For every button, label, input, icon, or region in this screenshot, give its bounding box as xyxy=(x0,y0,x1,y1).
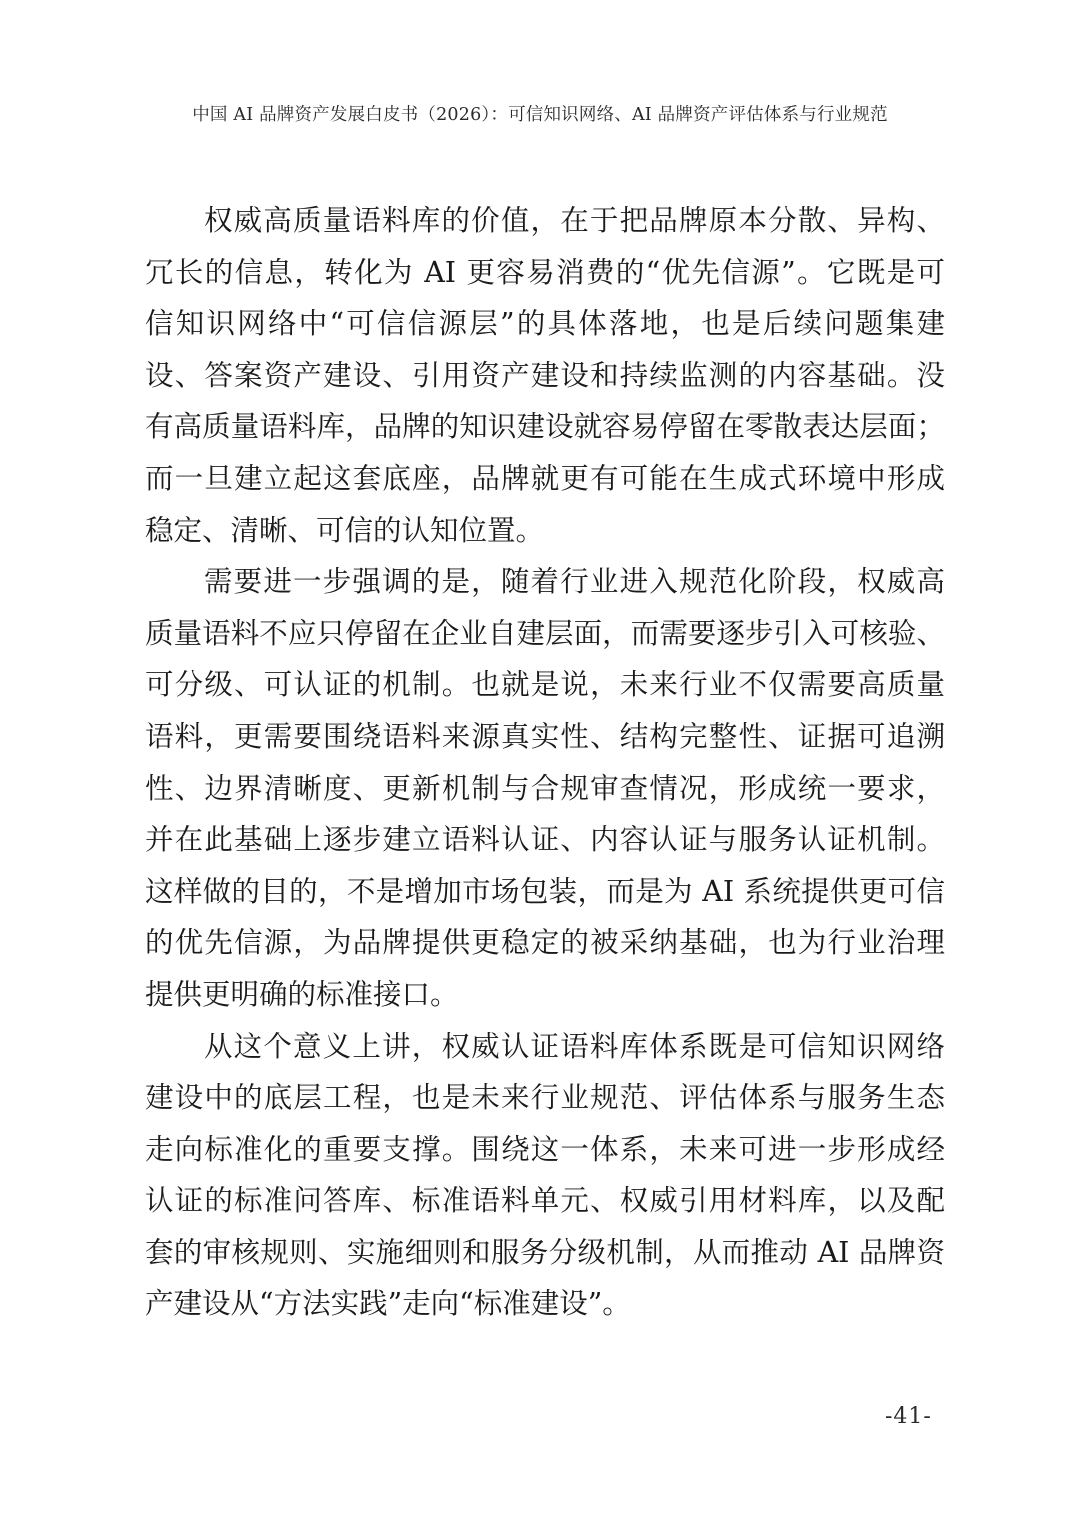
text-line: 性、边界清晰度、更新机制与合规审查情况，形成统一要求， xyxy=(145,771,945,805)
text-line: 设、答案资产建设、引用资产建设和持续监测的内容基础。没 xyxy=(145,358,945,392)
paragraph-1 xyxy=(145,195,945,556)
text-line: 提供更明确的标准接口。 xyxy=(145,977,459,1011)
text-line: 这样做的目的，不是增加市场包装，而是为 AI 系统提供更可信 xyxy=(145,874,945,908)
text-line: 权威高质量语料库的价值，在于把品牌原本分散、异构、 xyxy=(204,204,945,237)
text-line: 质量语料不应只停留在企业自建层面，而需要逐步引入可核验、 xyxy=(145,616,945,650)
paragraph-2 xyxy=(145,556,945,1020)
running-header: 中国 AI 品牌资产发展白皮书（2026）：可信知识网络、AI 品牌资产评估体系与行业规范 xyxy=(192,105,888,125)
text-line: 可分级、可认证的机制。也就是说，未来行业不仅需要高质量 xyxy=(145,668,945,702)
text-line: 而一旦建立起这套底座，品牌就更有可能在生成式环境中形成 xyxy=(145,461,945,495)
text-line: 走向标准化的重要支撑。围绕这一体系，未来可进一步形成经 xyxy=(145,1132,945,1166)
text-line: 信知识网络中“可信信源层”的具体落地，也是后续问题集建 xyxy=(145,307,945,341)
text-line: 建设中的底层工程，也是未来行业规范、评估体系与服务生态 xyxy=(145,1081,945,1115)
text-line: 并在此基础上逐步建立语料认证、内容认证与服务认证机制。 xyxy=(145,823,945,857)
page-number: -41- xyxy=(885,1404,932,1429)
text-line: 产建设从“方法实践”走向“标准建设”。 xyxy=(145,1287,631,1321)
paragraph-3 xyxy=(145,1021,945,1331)
text-line: 有高质量语料库，品牌的知识建设就容易停留在零散表达层面； xyxy=(145,410,945,444)
text-line: 套的审核规则、实施细则和服务分级机制，从而推动 AI 品牌资 xyxy=(145,1235,945,1269)
text-line: 语料，更需要围绕语料来源真实性、结构完整性、证据可追溯 xyxy=(145,719,945,753)
body-text xyxy=(145,195,945,1330)
text-line: 从这个意义上讲，权威认证语料库体系既是可信知识网络 xyxy=(204,1029,945,1063)
text-line: 认证的标准问答库、标准语料单元、权威引用材料库，以及配 xyxy=(145,1184,945,1218)
text-line: 稳定、清晰、可信的认知位置。 xyxy=(145,513,545,547)
text-line: 的优先信源，为品牌提供更稳定的被采纳基础，也为行业治理 xyxy=(145,926,945,960)
text-line: 冗长的信息，转化为 AI 更容易消费的“优先信源”。它既是可 xyxy=(145,255,945,289)
text-line: 需要进一步强调的是，随着行业进入规范化阶段，权威高 xyxy=(204,565,945,599)
